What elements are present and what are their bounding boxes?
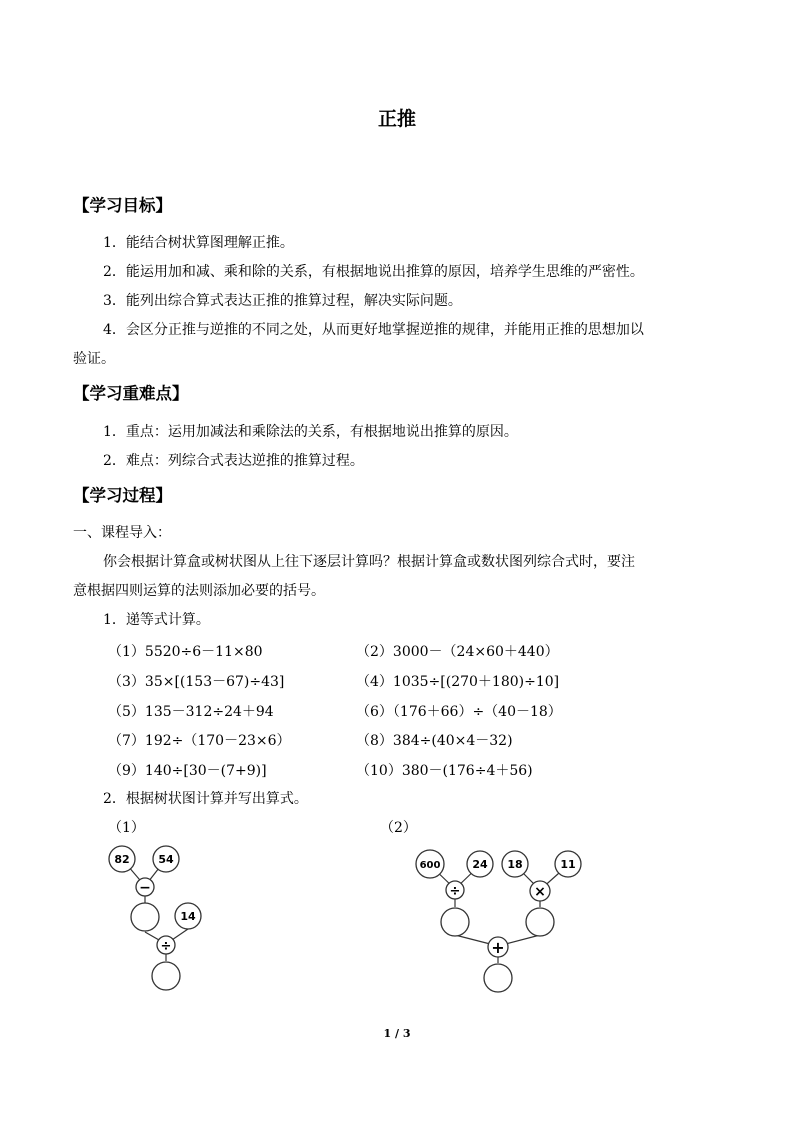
divide-icon: ÷ <box>449 884 461 899</box>
exercise-item: （7）192÷（170－23×6） <box>108 733 291 749</box>
tree2-input-value: 600 <box>419 860 441 871</box>
exercise-item: （2）3000－（24×60＋440） <box>356 644 559 660</box>
intro-paragraph: 你会根据计算盒或树状图从上往下逐层计算吗？根据计算盒或数状图列综合式时，要注 <box>103 554 635 570</box>
exercise-item: （1）5520÷6－11×80 <box>108 644 263 660</box>
key-item: 1．重点：运用加减法和乘除法的关系，有根据地说出推算的原因。 <box>103 424 518 440</box>
goal-item: 验证。 <box>73 351 115 367</box>
tree2-input-value: 18 <box>507 858 523 871</box>
tree2-result-node <box>441 908 469 936</box>
goal-item: 4．会区分正推与逆推的不同之处，从而更好地掌握逆推的规律，并能用正推的思想加以 <box>103 322 644 338</box>
tree-diagram-1 <box>100 835 220 1000</box>
tree1-result-node <box>152 962 180 990</box>
section-heading-process: 【学习过程】 <box>73 486 172 505</box>
tree2-result-node <box>526 908 554 936</box>
question-2: 2．根据树状图计算并写出算式。 <box>103 791 308 807</box>
tree2-label: （2） <box>380 820 417 836</box>
tree1-input-value: 82 <box>114 853 130 866</box>
section-heading-key: 【学习重难点】 <box>73 384 189 403</box>
exercise-item: （3）35×[(153－67)÷43] <box>108 674 285 690</box>
tree1-result-node <box>131 903 159 931</box>
tree1-label: （1） <box>108 820 145 836</box>
key-item: 2．难点：列综合式表达逆推的推算过程。 <box>103 453 364 469</box>
tree1-input-value: 54 <box>158 853 174 866</box>
tree2-input-value: 11 <box>560 858 576 871</box>
tree1-input-value: 14 <box>180 910 196 923</box>
divide-icon: ÷ <box>160 939 172 954</box>
goal-item: 2．能运用加和减、乘和除的关系，有根据地说出推算的原因，培养学生思维的严密性。 <box>103 264 644 280</box>
page-number: 1 / 3 <box>383 1027 411 1040</box>
section-heading-goals: 【学习目标】 <box>73 196 172 215</box>
plus-icon: + <box>491 938 505 957</box>
goal-item: 3．能列出综合算式表达正推的推算过程，解决实际问题。 <box>103 293 462 309</box>
exercise-item: （4）1035÷[(270＋180)÷10] <box>356 674 560 690</box>
page-title: 正推 <box>377 108 416 130</box>
minus-icon: − <box>139 880 151 896</box>
exercise-item: （8）384÷(40×4－32) <box>356 733 513 749</box>
goal-item: 1．能结合树状算图理解正推。 <box>103 235 294 251</box>
exercise-item: （9）140÷[30－(7+9)] <box>108 763 267 779</box>
tree-diagram-2 <box>405 845 595 1000</box>
tree2-input-value: 24 <box>472 858 488 871</box>
exercise-item: （5）135－312÷24＋94 <box>108 704 274 720</box>
exercise-item: （6）（176＋66）÷（40－18） <box>356 704 562 720</box>
intro-title: 一、课程导入： <box>73 525 171 541</box>
intro-paragraph: 意根据四则运算的法则添加必要的括号。 <box>73 583 325 599</box>
question-1: 1．递等式计算。 <box>103 612 210 628</box>
tree2-result-node <box>484 964 512 992</box>
multiply-icon: × <box>534 884 546 900</box>
exercise-item: （10）380－(176÷4＋56) <box>356 763 533 779</box>
